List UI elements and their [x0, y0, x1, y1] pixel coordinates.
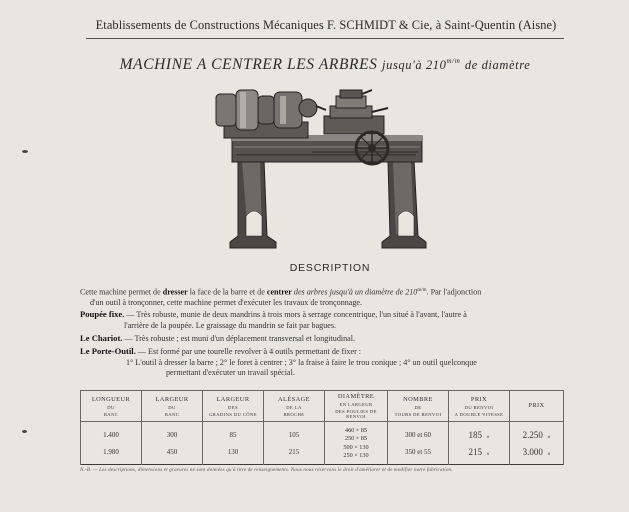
cell-alesage: 215 — [264, 443, 325, 465]
poupee-line-1: — Très robuste, munie de deux mandrins à trois mors à serrage concentrique, l'un situé à l'avant, l'autre à — [124, 310, 467, 319]
paper-speck — [22, 150, 28, 153]
col-header-largeur: LARGEUR DU BANC — [142, 391, 203, 422]
chariot-line-1: — Très robuste ; est muni d'un déplacement transversal et longitudinal. — [122, 334, 356, 343]
page-title — [70, 56, 580, 74]
title-main: MACHINE A CENTRER LES ARBRES — [119, 56, 378, 73]
specifications-table — [80, 390, 564, 465]
chariot-section — [80, 333, 570, 345]
company-header: Etablissements de Constructions Mécaniques F. SCHMIDT & Cie, à Saint-Quentin (Aisne) — [95, 18, 557, 32]
porte-outil-line-2: 1° L'outil à dresser la barre ; 2° le foret à centrer ; 3° la fraise à faire le trou conique ; 4° un outil quelconque — [126, 357, 477, 367]
col-header-prix-renvoi: PRIX DU RENVOI A DOUBLE VITESSE — [449, 391, 510, 422]
cell-prix-renvoi: 215 » — [449, 443, 510, 465]
cell-largeur: 300 — [142, 422, 203, 444]
cell-poulies: 460 × 85 250 × 85 — [325, 422, 388, 444]
description-heading: DESCRIPTION — [289, 262, 371, 274]
col-header-alesage: ALÉSAGE DE LA BROCHE — [264, 391, 325, 422]
cell-longueur: 1.400 — [81, 422, 142, 444]
cell-gradins: 130 — [203, 443, 264, 465]
col-header-longueur: LONGUEUR DU BANC — [81, 391, 142, 422]
intro-bold-centrer: centrer — [266, 287, 292, 297]
intro-paragraph: Cette machine permet de dresser la face de la barre et de centrer des arbres jusqu'à un diamètre de $210^{m/m}$. Par l'adjonction d'un outil à tronçonner, cette machine permet d'exécuter les travaux de tronçonnage. — [80, 287, 482, 308]
poupee-line-2: l'arrière de la poupée. Le graissage du mandrin se fait par bagues. — [124, 320, 337, 330]
porte-outil-line-1: — Est formé par une tourelle revolver à 4 outils permettant de fixer : — [135, 347, 362, 356]
poupee-section — [80, 309, 570, 331]
table-header-row — [81, 391, 564, 422]
cell-poulies: 500 × 130 250 × 130 — [325, 443, 388, 465]
cell-alesage: 105 — [264, 422, 325, 444]
intro-italic: des arbres jusqu'à un diamètre de 210 — [293, 287, 418, 297]
porte-outil-section — [80, 346, 570, 379]
paper-speck — [22, 430, 27, 433]
porte-outil-line-3: permettant d'exécuter un travail spécial. — [166, 368, 295, 377]
cell-prix: 2.250 » — [510, 422, 564, 444]
header-rule — [86, 38, 564, 39]
footnote: N.-B. — Les descriptions, dimensions et gravures ne sont données qu'à titre de renseignements. Nous nous réservons le droit d'améliorer et de modifier notre fabrication. — [80, 468, 453, 473]
col-header-nombre: NOMBRE DE TOURS DE RENVOI — [388, 391, 449, 422]
machine-illustration — [212, 86, 436, 276]
cell-gradins: 85 — [203, 422, 264, 444]
intro-text-2: la face de la barre et de — [189, 287, 265, 297]
table-row — [81, 422, 564, 444]
intro-text-1: Cette machine permet de — [80, 287, 161, 297]
intro-text-3: . Par l'adjonction — [426, 287, 482, 297]
col-header-gradins: LARGEUR DES GRADINS DU CÔNE — [203, 391, 264, 422]
cell-prix: 3.000 » — [510, 443, 564, 465]
porte-outil-heading: Le Porte-Outil. — [80, 346, 136, 356]
cell-tours: 350 et 55 — [388, 443, 449, 465]
intro-bold-dresser: dresser — [162, 287, 188, 297]
title-unit: m/m — [446, 56, 461, 65]
chariot-heading: Le Chariot. — [80, 333, 123, 343]
poupee-heading: Poupée fixe. — [80, 309, 125, 319]
cell-largeur: 450 — [142, 443, 203, 465]
cell-longueur: 1.980 — [81, 443, 142, 465]
cell-tours: 300 et 60 — [388, 422, 449, 444]
table-row — [81, 443, 564, 465]
col-header-diametre: DIAMÈTRE EN LARGEUR DES POULIES DE RENVOI — [325, 391, 388, 422]
cell-prix-renvoi: 185 » — [449, 422, 510, 444]
col-header-prix: PRIX — [510, 391, 564, 422]
intro-line-2: d'un outil à tronçonner, cette machine permet d'exécuter les travaux de tronçonnage. — [90, 298, 363, 308]
title-end: de diamètre — [464, 58, 531, 72]
title-jusqu: jusqu'à 210 — [382, 58, 447, 72]
